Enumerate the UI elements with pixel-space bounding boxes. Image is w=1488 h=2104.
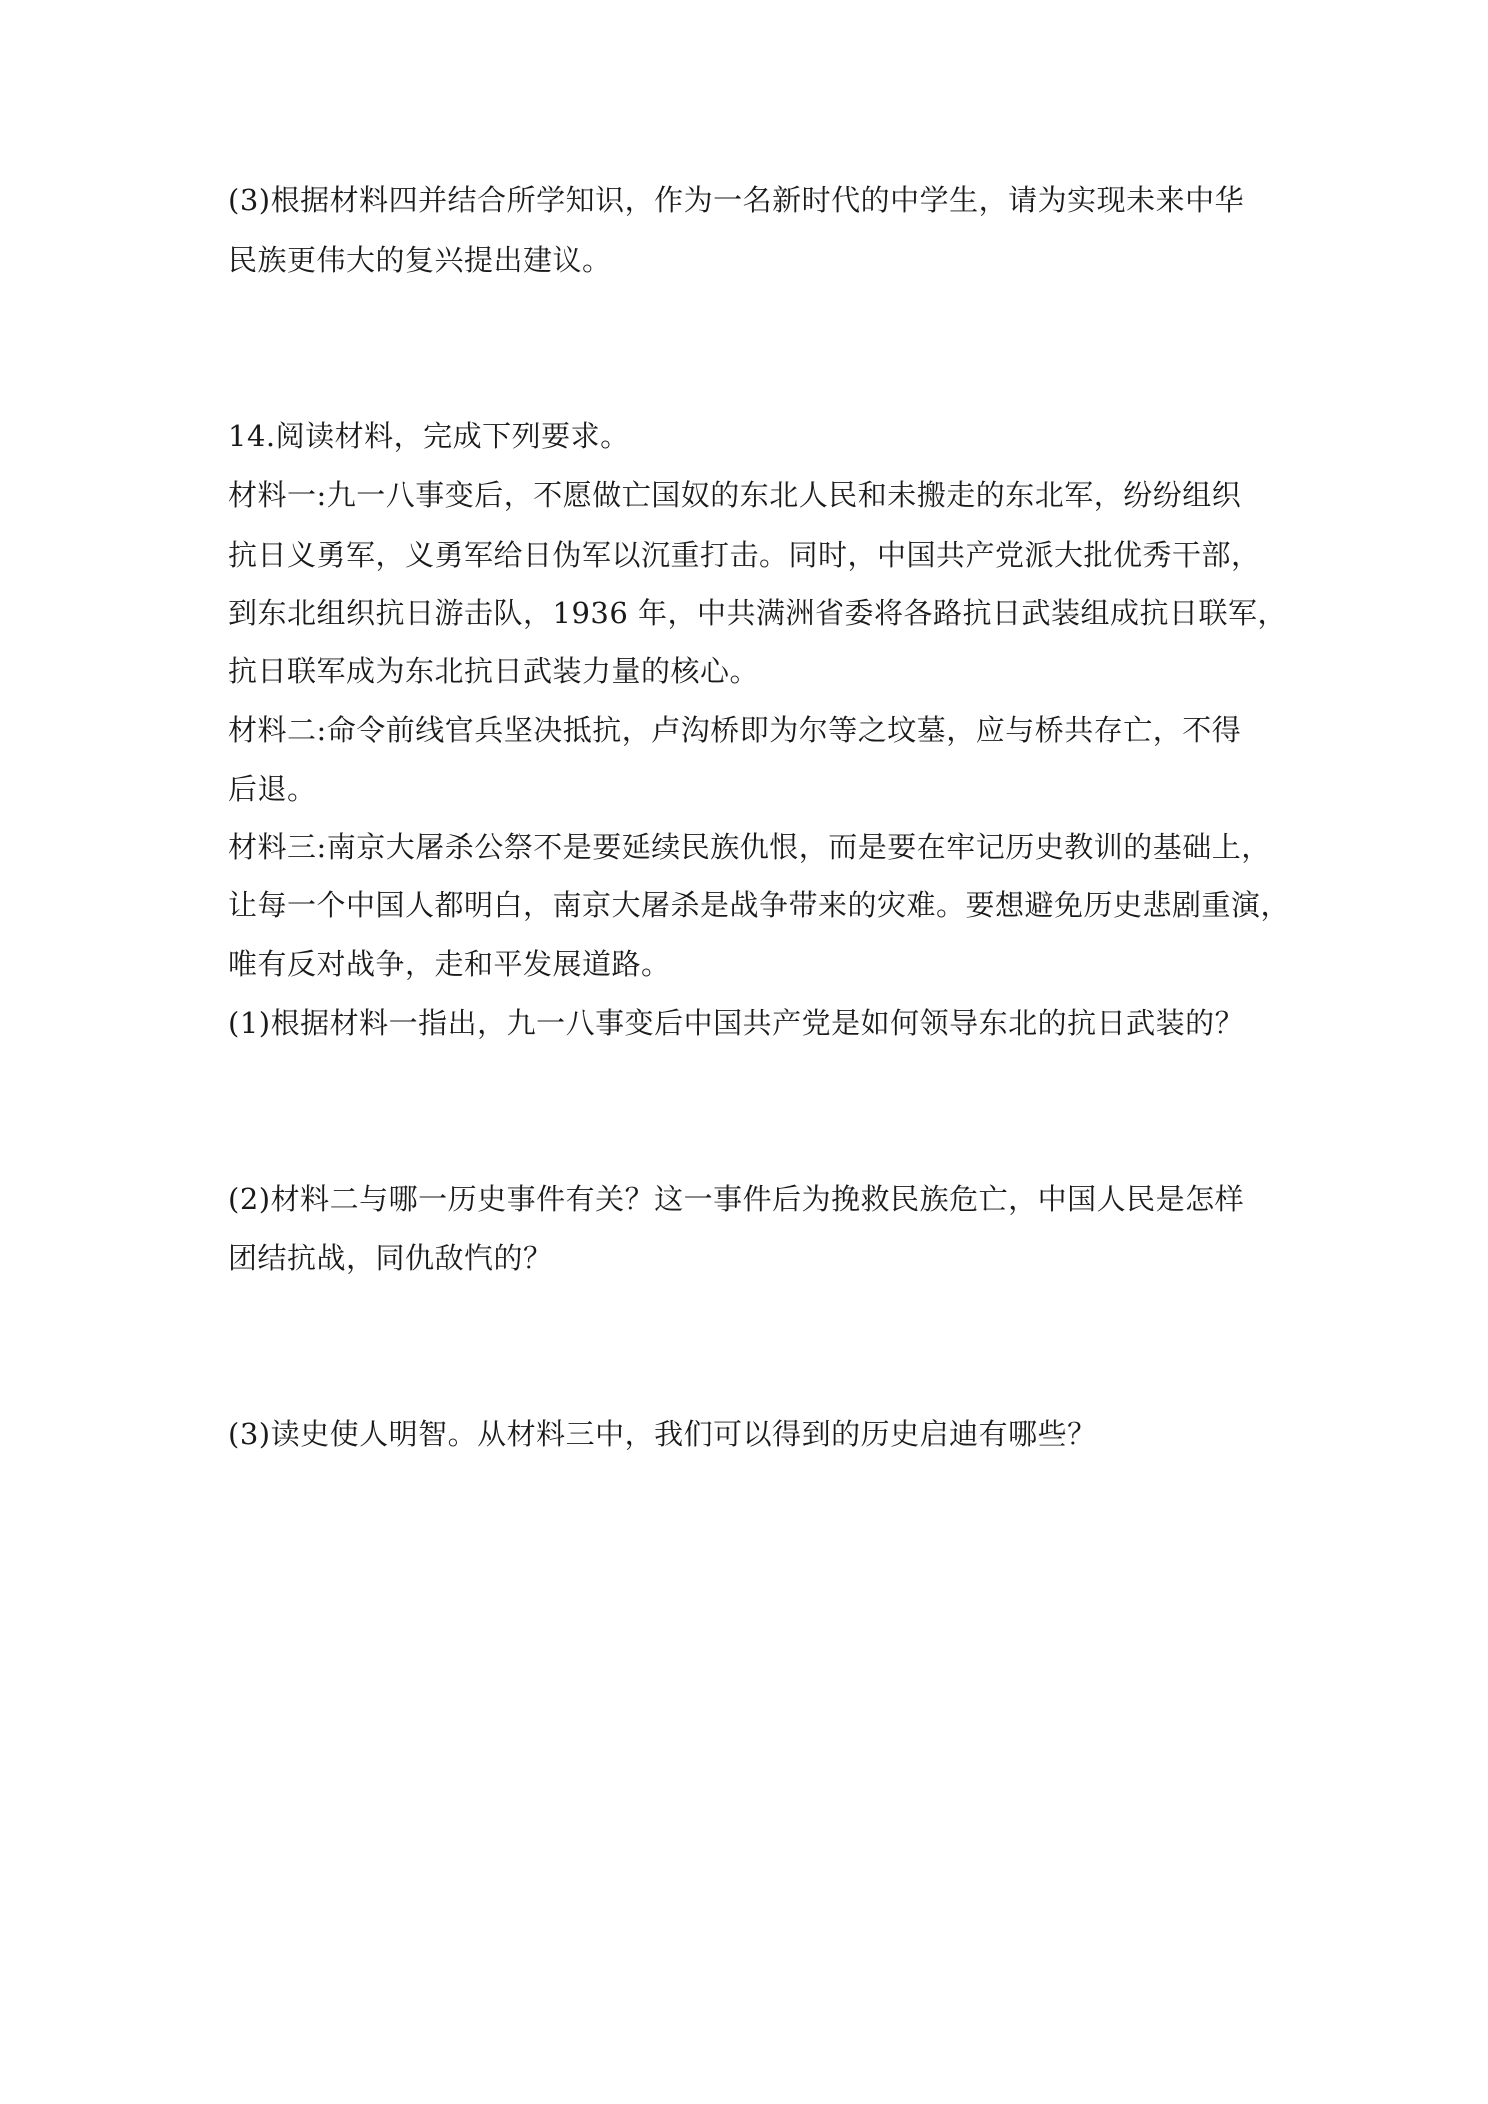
material-1-line-4: 抗日联军成为东北抗日武装力量的核心。 [228, 654, 760, 688]
sub-question-1: (1)根据材料一指出，九一八事变后中国共产党是如何领导东北的抗日武装的？ [228, 1006, 1245, 1040]
prev-sub-question-3-line-2: 民族更伟大的复兴提出建议。 [228, 243, 612, 277]
material-1-line-2: 抗日义勇军，义勇军给日伪军以沉重打击。同时，中国共产党派大批优秀干部， [228, 538, 1261, 572]
material-3-line-1: 材料三:南京大屠杀公祭不是要延续民族仇恨，而是要在牢记历史教训的基础上， [228, 830, 1271, 864]
material-1-line-1: 材料一:九一八事变后，不愿做亡国奴的东北人民和未搬走的东北军，纷纷组织 [228, 478, 1242, 512]
sub-question-2-line-1: (2)材料二与哪一历史事件有关？这一事件后为挽救民族危亡，中国人民是怎样 [228, 1182, 1245, 1216]
question-14-heading: 14.阅读材料，完成下列要求。 [228, 419, 630, 453]
material-3-line-2: 让每一个中国人都明白，南京大屠杀是战争带来的灾难。要想避免历史悲剧重演， [228, 888, 1291, 922]
sub-question-3: (3)读史使人明智。从材料三中，我们可以得到的历史启迪有哪些？ [228, 1417, 1097, 1451]
material-2-line-1: 材料二:命令前线官兵坚决抵抗，卢沟桥即为尔等之坟墓，应与桥共存亡，不得 [228, 713, 1242, 747]
material-3-line-3: 唯有反对战争，走和平发展道路。 [228, 947, 671, 981]
material-1-line-3: 到东北组织抗日游击队，1936 年，中共满洲省委将各路抗日武装组成抗日联军， [228, 596, 1288, 630]
sub-question-2-line-2: 团结抗战，同仇敌忾的？ [228, 1241, 553, 1275]
material-2-line-2: 后退。 [228, 772, 317, 806]
prev-sub-question-3-line-1: (3)根据材料四并结合所学知识，作为一名新时代的中学生，请为实现未来中华 [228, 183, 1245, 217]
